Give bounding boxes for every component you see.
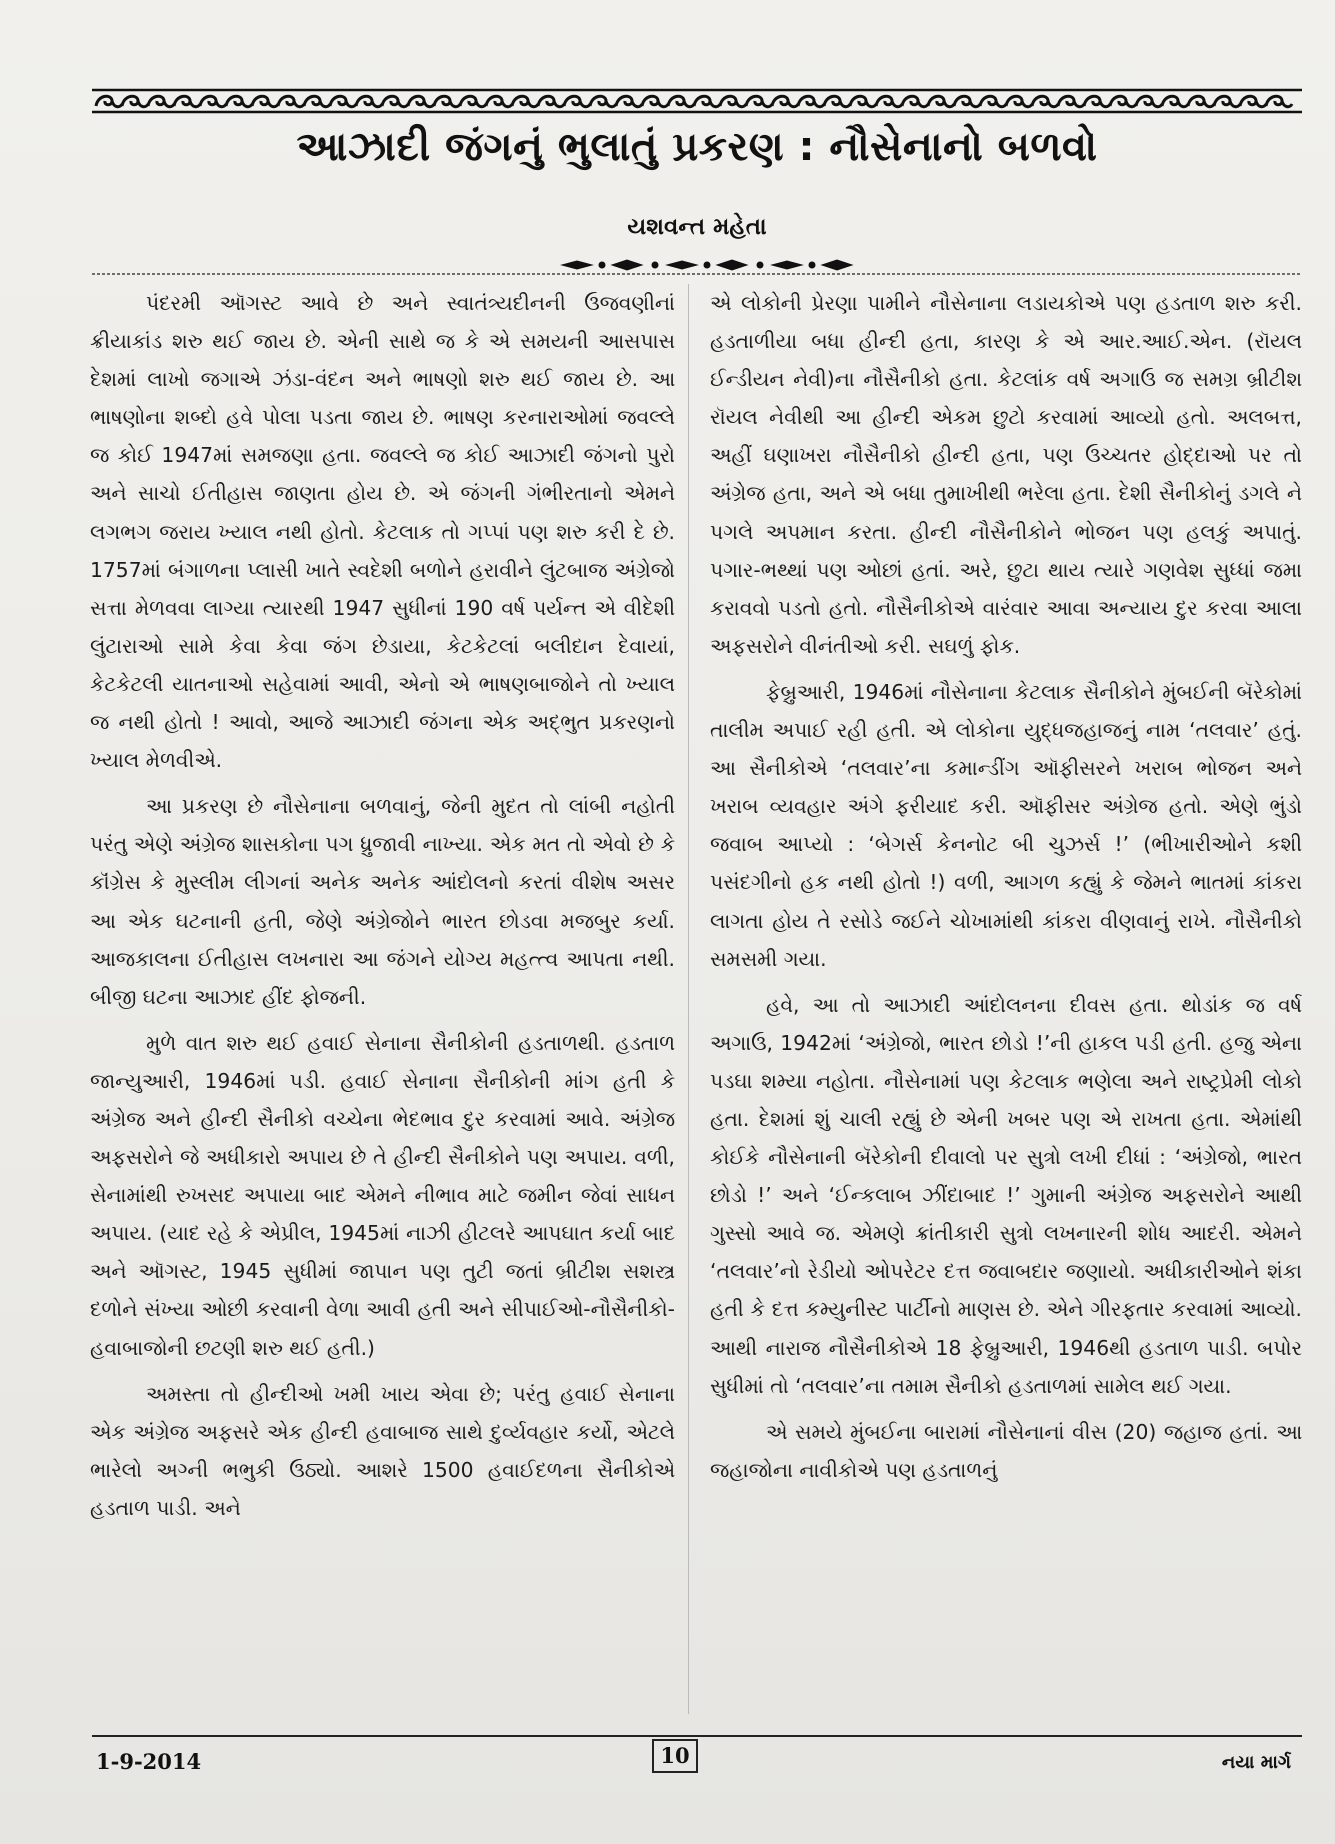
issue-date: 1-9-2014 (96, 1749, 202, 1774)
decorative-border-top (92, 84, 1302, 118)
article-column-right (710, 284, 1302, 1497)
paragraph: ફેબ્રુઆરી, 1946માં નૌસેનાના કેટલાક સૈનીકોને મુંબઈની બૅરેકોમાં તાલીમ અપાઈ રહી હતી. એ લોકોના યુદ્ધજહાજનું નામ ‘તલવાર’ હતું. આ સૈનીકોએ ‘તલવાર’ના કમાન્ડીંગ ઑફીસરને ખરાબ ભોજન અને ખરાબ વ્યવહાર અંગે ફરીયાદ કરી. ઑફીસર અંગ્રેજ હતો. એણે ભુંડો જવાબ આપ્યો : ‘બેગર્સ કેનનોટ બી ચુઝર્સ !’ (ભીખારીઓને કશી પસંદગીનો હક નથી હોતો !) વળી, આગળ કહ્યું કે જેમને ભાતમાં કાંકરા લાગતા હોય તે રસોડે જઈને ચોખામાંથી કાંકરા વીણવાનું રાખે. નૌસૈનીકો સમસમી ગયા. (710, 679, 1302, 971)
column-divider (688, 284, 689, 1714)
page-number: 10 (652, 1739, 698, 1773)
article-title: આઝાદી જંગનું ભુલાતું પ્રકરણ : નૌસેનાનો બળવો (296, 124, 1098, 170)
footer-rule (92, 1735, 1302, 1737)
paragraph: અમસ્તા તો હીન્દીઓ ખમી ખાય એવા છે; પરંતુ હવાઈ સેનાના એક અંગ્રેજ અફસરે એક હીન્દી હવાબાજ સાથે દુર્વ્યવહાર કર્યો, એટલે ભારેલો અગ્ની ભભુકી ઉઠ્યો. આશરે 1500 હવાઈદળના સૈનીકોએ હડતાળ પાડી. અને (90, 1381, 675, 1520)
paragraph: એ લોકોની પ્રેરણા પામીને નૌસેનાના લડાયકોએ પણ હડતાળ શરુ કરી. હડતાળીયા બધા હીન્દી હતા, કારણ કે એ આર.આઈ.એન. (રૉયલ ઈન્ડીયન નેવી)ના નૌસૈનીકો હતા. કેટલાંક વર્ષ અગાઉ જ સમગ્ર બ્રીટીશ રૉયલ નેવીથી આ હીન્દી એકમ છુટો કરવામાં આવ્યો હતો. અલબત્ત, અહીં ઘણાખરા નૌસૈનીકો હીન્દી હતા, પણ ઉચ્ચતર હોદ્દાઓ પર તો અંગ્રેજ હતા, અને એ બધા તુમાખીથી ભરેલા હતા. દેશી સૈનીકોનું ડગલે ને પગલે અપમાન કરતા. હીન્દી નૌસૈનીકોને ભોજન પણ હલકું અપાતું. પગાર-ભથ્થાં પણ ઓછાં હતાં. અરે, છુટા થાય ત્યારે ગણવેશ સુધ્ધાં જમા કરાવવો પડતો હતો. નૌસૈનીકોએ વારંવાર આવા અન્યાય દુર કરવા આલા અફસરોને વીનંતીઓ કરી. સઘળું ફોક. (710, 291, 1302, 658)
paragraph: એ સમયે મુંબઈના બારામાં નૌસેનાનાં વીસ (20) જહાજ હતાં. આ જહાજોના નાવીકોએ પણ હડતાળનું (710, 1419, 1302, 1482)
magazine-name: નયા માર્ગ (1221, 1752, 1291, 1773)
ornamental-divider (92, 250, 1302, 280)
paragraph: આ પ્રકરણ છે નૌસેનાના બળવાનું, જેની મુદત તો લાંબી નહોતી પરંતુ એણે અંગ્રેજ શાસકોના પગ ધ્રુજાવી નાખ્યા. એક મત તો એવો છે કે કૉંગ્રેસ કે મુસ્લીમ લીગનાં અનેક અનેક આંદોલનો કરતાં વીશેષ અસર આ એક ઘટનાની હતી, જેણે અંગ્રેજોને ભારત છોડવા મજબુર કર્યા. આજકાલના ઈતીહાસ લખનારા આ જંગને યોગ્ય મહત્ત્વ આપતા નથી. બીજી ઘટના આઝાદ હીંદ ફોજની. (90, 794, 675, 1009)
paragraph: મુળે વાત શરુ થઈ હવાઈ સેનાના સૈનીકોની હડતાળથી. હડતાળ જાન્યુઆરી, 1946માં પડી. હવાઈ સેનાના સૈનીકોની માંગ હતી કે અંગ્રેજ અને હીન્દી સૈનીકો વચ્ચેના ભેદભાવ દુર કરવામાં આવે. અંગ્રેજ અફસરોને જે અધીકારો અપાય છે તે હીન્દી સૈનીકોને પણ અપાય. વળી, સેનામાંથી રુખસદ અપાયા બાદ એમને નીભાવ માટે જમીન જેવાં સાધન અપાય. (યાદ રહે કે એપ્રીલ, 1945માં નાઝી હીટલરે આપઘાત કર્યા બાદ અને ઑગસ્ટ, 1945 સુધીમાં જાપાન પણ તુટી જતાં બ્રીટીશ સશસ્ત્ર દળોને સંખ્યા ઓછી કરવાની વેળા આવી હતી અને સીપાઈઓ-નૌસૈનીકો-હવાબાજોની છટણી શરુ થઈ હતી.) (90, 1030, 675, 1360)
paragraph: પંદરમી ઑગસ્ટ આવે છે અને સ્વાતંત્ર્યદીનની ઉજવણીનાં ક્રીયાકાંડ શરુ થઈ જાય છે. એની સાથે જ કે એ સમયની આસપાસ દેશમાં લાખો જગાએ ઝંડા-વંદન અને ભાષણો શરુ થઈ જાય છે. આ ભાષણોના શબ્દો હવે પોલા પડતા જાય છે. ભાષણ કરનારાઓમાં જવલ્લે જ કોઈ 1947માં સમજણા હતા. જવલ્લે જ કોઈ આઝાદી જંગનો પુરો અને સાચો ઈતીહાસ જાણતા હોય છે. એ જંગની ગંભીરતાનો એમને લગભગ જરાય ખ્યાલ નથી હોતો. કેટલાક તો ગપ્પાં પણ શરુ કરી દે છે. 1757માં બંગાળના પ્લાસી ખાતે સ્વદેશી બળોને હરાવીને લુંટબાજ અંગ્રેજો સત્તા મેળવવા લાગ્યા ત્યારથી 1947 સુધીનાં 190 વર્ષ પર્યન્ત એ વીદેશી લુંટારાઓ સામે કેવા કેવા જંગ છેડાયા, કેટકેટલાં બલીદાન દેવાયાં, કેટકેટલી યાતનાઓ સહેવામાં આવી, એનો એ ભાષણબાજોને તો ખ્યાલ જ નથી હોતો ! આવો, આજે આઝાદી જંગના એક અદ્ભુત પ્રકરણનો ખ્યાલ મેળવીએ. (90, 291, 675, 773)
article-column-left (90, 284, 675, 1535)
paragraph: હવે, આ તો આઝાદી આંદોલનના દીવસ હતા. થોડાંક જ વર્ષ અગાઉ, 1942માં ‘અંગ્રેજો, ભારત છોડો !’ની હાકલ પડી હતી. હજુ એના પડઘા શમ્યા નહોતા. નૌસેનામાં પણ કેટલાક ભણેલા અને રાષ્ટ્રપ્રેમી લોકો હતા. દેશમાં શું ચાલી રહ્યું છે એની ખબર પણ એ રાખતા હતા. એમાંથી કોઈકે નૌસેનાની બૅરેકોની દીવાલો પર સુત્રો લખી દીધાં : ‘અંગ્રેજો, ભારત છોડો !’ અને ‘ઈન્કલાબ ઝીંદાબાદ !’ ગુમાની અંગ્રેજ અફસરોને આથી ગુસ્સો આવે જ. એમણે ક્રાંતીકારી સુત્રો લખનારની શોધ આદરી. એમને ‘તલવાર’નો રેડીયો ઓપરેટર દત્ત જવાબદાર જણાયો. અધીકારીઓને શંકા હતી કે દત્ત કમ્યુનીસ્ટ પાર્ટીનો માણસ છે. એને ગીરફતાર કરવામાં આવ્યો. આથી નારાજ નૌસૈનીકોએ 18 ફેબ્રુઆરી, 1946થી હડતાળ પાડી. બપોર સુધીમાં તો ‘તલવાર’ના તમામ સૈનીકો હડતાળમાં સામેલ થઈ ગયા. (710, 992, 1302, 1398)
author-byline: યશવન્ત મહેતા (627, 214, 767, 240)
